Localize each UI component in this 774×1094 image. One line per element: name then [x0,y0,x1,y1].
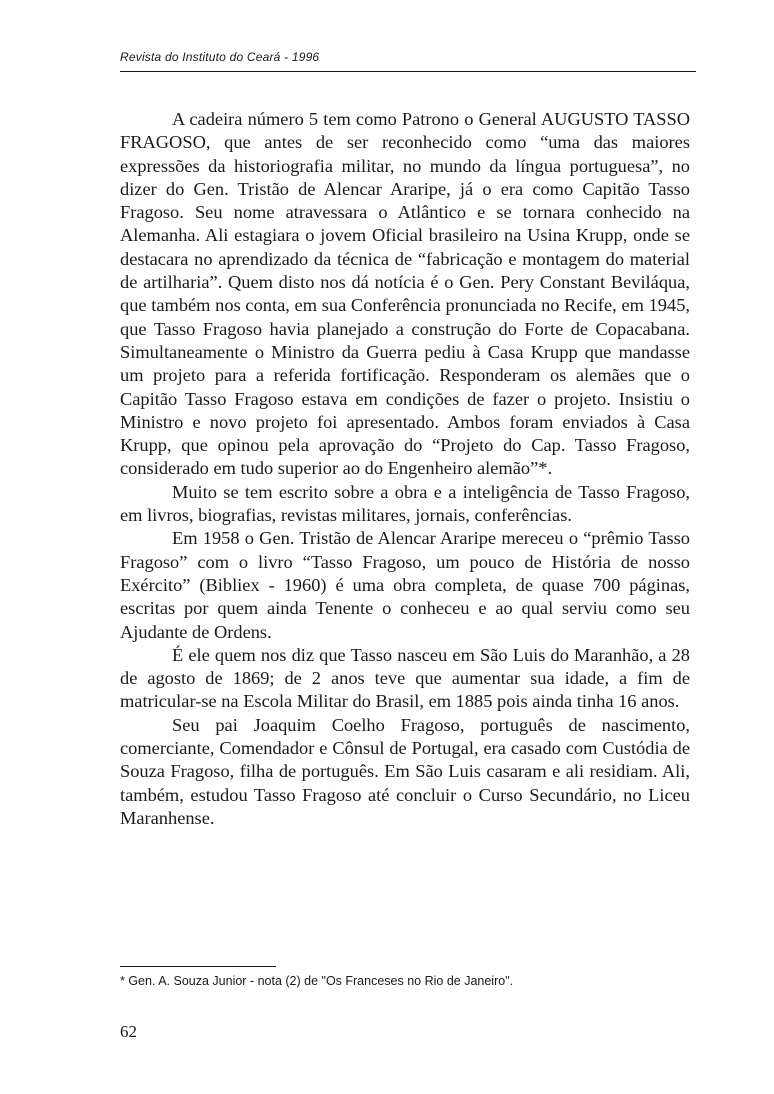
page-number: 62 [120,1022,137,1041]
main-text [120,108,690,830]
header-rule [120,71,696,72]
footnote: * Gen. A. Souza Junior - nota (2) de "Os Franceses no Rio de Janeiro". [120,974,514,988]
paragraph: Muito se tem escrito sobre a obra e a inteligência de Tasso Fragoso, em livros, biografias, revistas militares, jornais, conferências. [120,481,690,526]
paragraph: Seu pai Joaquim Coelho Fragoso, português de nascimento, comerciante, Comendador e Cônsul de Portugal, era casado com Custódia de Souza Fragoso, filha de português. Em São Luis casaram e ali residiam. Ali, também, estudou Tasso Fragoso até concluir o Curso Secundário, no Liceu Maranhense. [120,714,690,828]
running-title: Revista do Instituto do Ceará - 1996 [120,50,320,64]
footnote-rule [120,966,276,967]
running-header [120,50,696,74]
paragraph: Em 1958 o Gen. Tristão de Alencar Araripe mereceu o “prêmio Tasso Fragoso” com o livro “Tasso Fragoso, um pouco de História de nosso Exército” (Bibliex - 1960) é uma obra completa, de quase 700 páginas, escritas por quem ainda Tenente o conheceu e ao qual serviu como seu Ajudante de Ordens. [120,528,690,642]
paragraph: A cadeira número 5 tem como Patrono o General AUGUSTO TASSO FRAGOSO, que antes de ser reconhecido como “uma das maiores expressões da historiografia militar, no mundo da língua portuguesa”, no dizer do Gen. Tristão de Alencar Araripe, já o era como Capitão Tasso Fragoso. Seu nome atravessara o Atlântico e se tornara conhecido na Alemanha. Ali estagiara o jovem Oficial brasileiro na Usina Krupp, onde se destacara no aprendizado da técnica de “fabricação e montagem do material de artilharia”. Quem disto nos dá notícia é o Gen. Pery Constant Beviláqua, que também nos conta, em sua Conferência pronunciada no Recife, em 1945, que Tasso Fragoso havia planejado a construção do Forte de Copacabana. Simultaneamente o Ministro da Guerra pediu à Casa Krupp que mandasse um projeto para a referida fortificação. Responderam os alemães que o Capitão Tasso Fragoso estava em condições de fazer o projeto. Insistiu o Ministro e novo projeto foi apresentado. Ambos foram enviados à Casa Krupp, que opinou pela aprovação do “Projeto do Cap. Tasso Fragoso, considerado em tudo superior ao do Engenheiro alemão”*. [120,109,690,479]
paragraph: É ele quem nos diz que Tasso nasceu em São Luis do Maranhão, a 28 de agosto de 1869; de 2 anos teve que aumentar sua idade, a fim de matricular-se na Escola Militar do Brasil, em 1885 pois ainda tinha 16 anos. [120,644,690,712]
